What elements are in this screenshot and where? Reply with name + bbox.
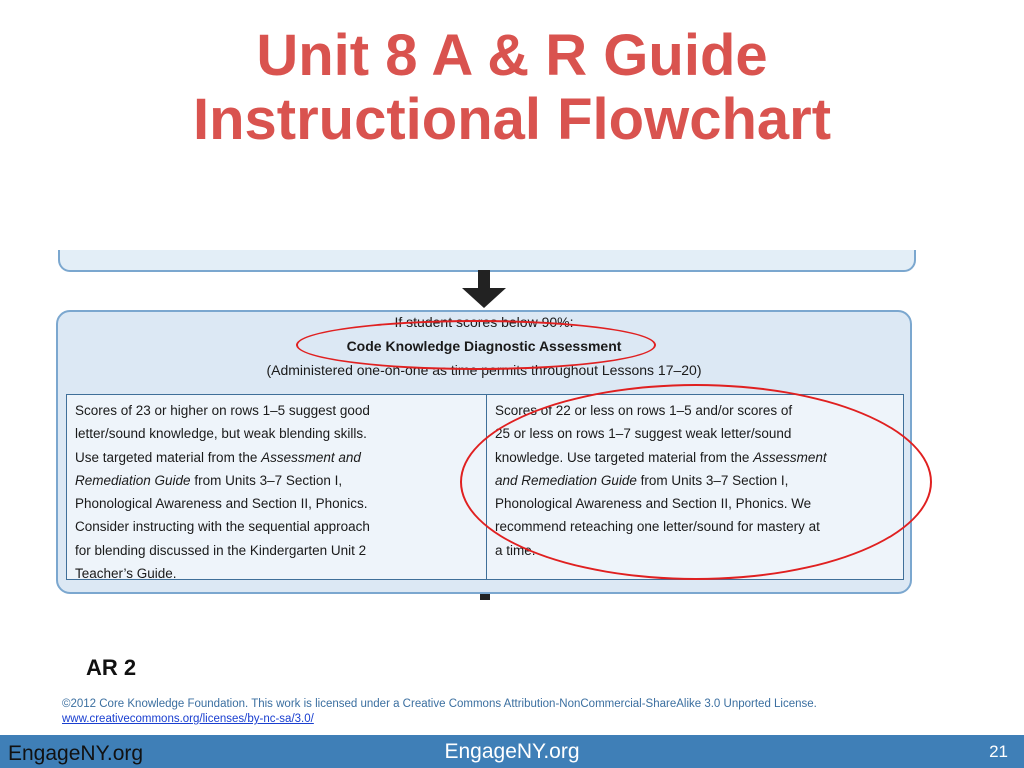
- left-line: Phonological Awareness and Section II, Phonics.: [75, 496, 368, 512]
- condition-text: If student scores below 90%:: [394, 314, 574, 330]
- previous-step-box: [58, 250, 916, 272]
- title-line-1: Unit 8 A & R Guide: [256, 23, 768, 88]
- guide-title-italic: and Remediation Guide: [495, 472, 637, 488]
- left-line: letter/sound knowledge, but weak blending skills.: [75, 426, 367, 442]
- down-arrow-icon: [462, 288, 506, 308]
- left-line-text: from Units 3–7 Section I,: [190, 472, 343, 488]
- left-line: Consider instructing with the sequential approach: [75, 519, 370, 535]
- left-line: Teacher’s Guide.: [75, 566, 177, 582]
- guide-title-italic: Remediation Guide: [75, 472, 191, 488]
- left-line: Scores of 23 or higher on rows 1–5 suggest good: [75, 403, 370, 418]
- arrow-stub: [480, 594, 490, 600]
- guide-title-italic: Assessment: [753, 449, 827, 465]
- left-line: [75, 446, 478, 469]
- title-line-2: Instructional Flowchart: [192, 87, 832, 152]
- license-text: ©2012 Core Knowledge Foundation. This work is licensed under a Creative Commons Attribution-NonCommercial-ShareAlike 3.0 Unported License.: [62, 698, 817, 710]
- right-line-text: from Units 3–7 Section I,: [636, 472, 789, 488]
- administration-note: (Administered one-on-one as time permits throughout Lessons 17–20): [266, 362, 702, 378]
- license-link[interactable]: www.creativecommons.org/licenses/by-nc-sa/3.0/: [62, 713, 314, 725]
- left-line: for blending discussed in the Kindergarten Unit 2: [75, 542, 367, 558]
- left-line-text: Use targeted material from the: [75, 449, 262, 465]
- guide-title-italic: Assessment and: [261, 449, 361, 465]
- right-line: Scores of 22 or less on rows 1–5 and/or scores of: [495, 403, 793, 418]
- highlight-circle-right-column: [460, 384, 932, 580]
- down-arrow-stem: [478, 270, 490, 290]
- slide-title: [0, 24, 1024, 152]
- right-line: Phonological Awareness and Section II, Phonics. We: [495, 496, 812, 512]
- outcome-left-column: [67, 395, 487, 582]
- right-line: recommend reteaching one letter/sound for mastery at: [495, 519, 820, 535]
- footer-center-link[interactable]: EngageNY.org: [444, 740, 580, 763]
- left-line: [75, 469, 478, 492]
- footer-left-text: EngageNY.org: [8, 742, 144, 765]
- right-line-text: knowledge. Use targeted material from the: [495, 449, 754, 465]
- right-line: 25 or less on rows 1–7 suggest weak letter/sound: [495, 426, 792, 442]
- page-label: AR 2: [86, 655, 137, 680]
- slide-number: 21: [989, 742, 1008, 761]
- right-line: a time.: [495, 542, 536, 558]
- highlight-circle-assessment: [296, 320, 656, 370]
- assessment-name: Code Knowledge Diagnostic Assessment: [346, 338, 622, 354]
